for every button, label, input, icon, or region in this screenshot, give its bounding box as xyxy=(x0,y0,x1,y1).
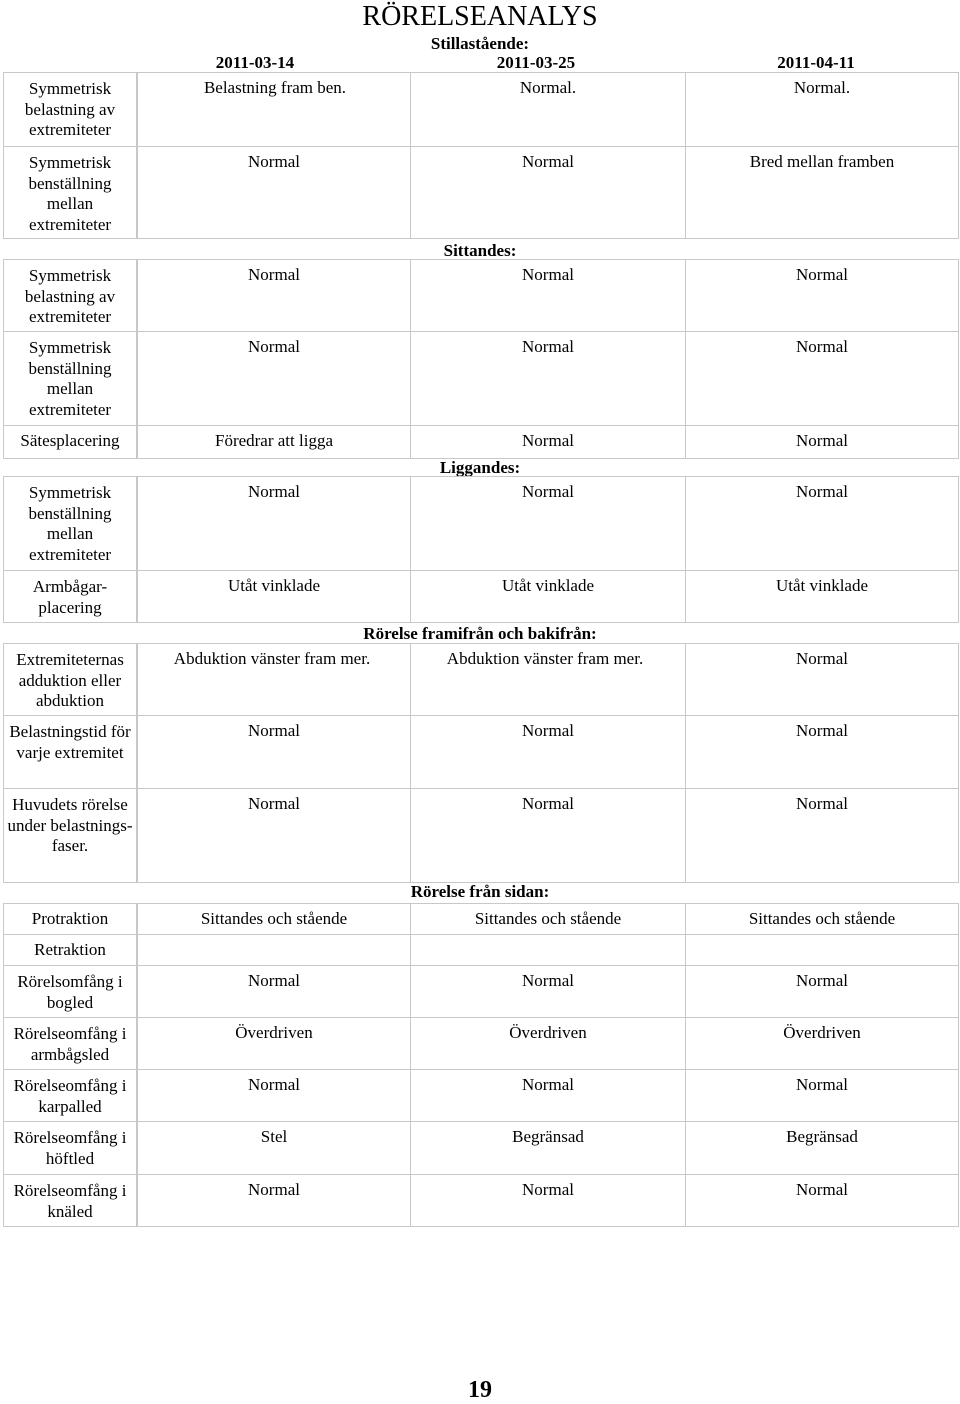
row-label: Rörelseomfång i höftled xyxy=(3,1121,137,1175)
row-value: Föredrar att ligga xyxy=(214,431,333,450)
row-value: Normal xyxy=(522,265,574,284)
row-value: Överdriven xyxy=(509,1023,587,1042)
row-value: Normal xyxy=(522,721,574,740)
row-value: Belastning fram ben. xyxy=(203,78,347,97)
row-value: Normal xyxy=(796,971,848,990)
row-value: Normal xyxy=(522,431,574,450)
row-value: Normal xyxy=(796,265,848,284)
row-value: Normal xyxy=(796,482,848,501)
table-cell xyxy=(685,934,959,966)
date-column-3: 2011-04-11 xyxy=(777,53,855,72)
row-label: Symmetrisk belastning av extremiteter xyxy=(3,259,137,332)
row-label: Sätesplacering xyxy=(3,425,137,459)
row-value: Normal xyxy=(248,152,300,171)
row-value: Utåt vinklade xyxy=(775,576,869,595)
row-label: Rörelsomfång i bogled xyxy=(3,965,137,1018)
row-value: Bred mellan framben xyxy=(749,152,895,171)
row-value: Sittandes och stående xyxy=(200,909,348,928)
row-label: Rörelseomfång i karpalled xyxy=(3,1069,137,1122)
row-label: Symmetrisk belastning av extremiteter xyxy=(3,72,137,147)
page-title: RÖRELSEANALYS xyxy=(362,1,598,32)
table-cell xyxy=(137,934,411,966)
row-value: Normal xyxy=(522,152,574,171)
row-label: Rörelseomfång i armbågsled xyxy=(3,1017,137,1070)
date-column-1: 2011-03-14 xyxy=(215,53,295,72)
row-value: Utåt vinklade xyxy=(227,576,321,595)
row-value: Normal xyxy=(796,794,848,813)
row-value: Normal xyxy=(248,1075,300,1094)
row-value: Normal xyxy=(248,265,300,284)
section-heading-fran-sidan: Rörelse från sidan: xyxy=(410,882,550,901)
row-value: Normal. xyxy=(519,78,577,97)
row-value: Överdriven xyxy=(783,1023,861,1042)
row-value: Normal xyxy=(796,1075,848,1094)
row-label: Rörelseomfång i knäled xyxy=(3,1174,137,1227)
row-value: Normal xyxy=(796,721,848,740)
row-value: Normal. xyxy=(793,78,851,97)
table-cell xyxy=(410,934,686,966)
row-label: Protraktion xyxy=(3,903,137,935)
row-value: Stel xyxy=(260,1127,288,1146)
row-value: Begränsad xyxy=(512,1127,584,1146)
row-label: Huvudets rörelse under belastnings-faser. xyxy=(3,788,137,883)
row-label: Armbågar-placering xyxy=(3,570,137,623)
row-value: Normal xyxy=(248,1180,300,1199)
row-value: Normal xyxy=(522,482,574,501)
section-heading-liggandes: Liggandes: xyxy=(439,458,521,477)
section-heading-framifran-bakifran: Rörelse framifrån och bakifrån: xyxy=(363,624,597,643)
row-value: Normal xyxy=(796,431,848,450)
row-value: Sittandes och stående xyxy=(474,909,622,928)
row-value: Sittandes och stående xyxy=(748,909,896,928)
row-value: Normal xyxy=(522,337,574,356)
section-heading-stillastaende: Stillastående: xyxy=(430,34,530,53)
row-value: Normal xyxy=(522,794,574,813)
row-value: Normal xyxy=(796,649,848,668)
page-number: 19 xyxy=(468,1377,492,1403)
row-value: Normal xyxy=(522,1075,574,1094)
row-value: Normal xyxy=(796,337,848,356)
date-column-2: 2011-03-25 xyxy=(496,53,576,72)
row-label: Symmetrisk benställning mellan extremiteter xyxy=(3,476,137,571)
row-value: Normal xyxy=(522,971,574,990)
row-label: Symmetrisk benställning mellan extremiteter xyxy=(3,146,137,239)
row-value: Normal xyxy=(248,482,300,501)
row-value: Normal xyxy=(248,971,300,990)
row-value: Abduktion vänster fram mer. xyxy=(173,649,371,668)
section-heading-sittandes: Sittandes: xyxy=(443,241,517,260)
row-label: Belastningstid för varje extremitet xyxy=(3,715,137,789)
row-value: Normal xyxy=(248,794,300,813)
row-value: Abduktion vänster fram mer. xyxy=(446,649,644,668)
row-value: Normal xyxy=(248,337,300,356)
row-value: Utåt vinklade xyxy=(501,576,595,595)
row-label: Extremiteternas adduktion eller abduktion xyxy=(3,643,137,716)
row-value: Begränsad xyxy=(786,1127,858,1146)
row-label: Retraktion xyxy=(3,934,137,966)
row-value: Normal xyxy=(796,1180,848,1199)
row-label: Symmetrisk benställning mellan extremiteter xyxy=(3,331,137,426)
row-value: Normal xyxy=(522,1180,574,1199)
row-value: Överdriven xyxy=(235,1023,313,1042)
row-value: Normal xyxy=(248,721,300,740)
